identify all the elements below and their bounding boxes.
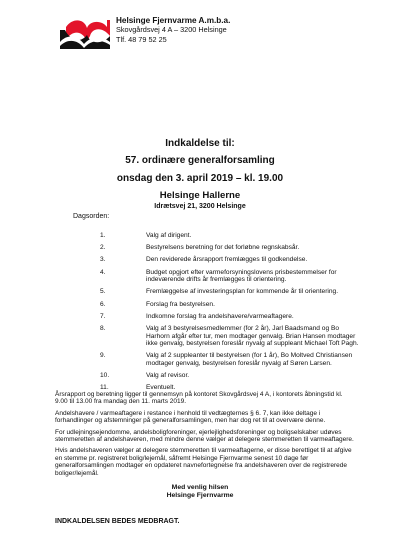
agenda-list bbox=[100, 232, 360, 396]
agenda-item-text: Eventuelt. bbox=[146, 384, 176, 392]
paragraph-rental-properties: For udlejningsejendomme, andelsboligforeninger, ejerlejlighedsforeninger og boligselskaber udøves stemmeretten af andelshaveren, med mindre denne vælger at delegere stemmeretten til varmeaftagere. bbox=[55, 428, 354, 444]
agenda-item-number: 2. bbox=[100, 244, 106, 252]
agenda-item-number: 7. bbox=[100, 312, 106, 320]
agenda-item bbox=[100, 372, 360, 380]
footer-note: INDKALDELSEN BEDES MEDBRAGT. bbox=[55, 518, 180, 525]
agenda-item bbox=[100, 269, 360, 284]
agenda-item bbox=[100, 256, 360, 264]
agenda-item-text: Forslag fra bestyrelsen. bbox=[146, 300, 215, 308]
venue-name: Helsinge Hallerne bbox=[159, 190, 241, 201]
organization-header bbox=[116, 16, 230, 44]
agenda-item-text: Den reviderede årsrapport fremlægges til godkendelse. bbox=[146, 256, 308, 264]
agenda-item-text: Indkomne forslag fra andelshavere/varmeaftagere. bbox=[146, 312, 294, 320]
body-paragraphs bbox=[55, 391, 355, 481]
title-line-3: onsdag den 3. april 2019 – kl. 19.00 bbox=[116, 172, 284, 184]
title-line-2: 57. ordinære generalforsamling bbox=[125, 155, 275, 167]
agenda-item bbox=[100, 352, 360, 367]
venue-block bbox=[0, 190, 400, 211]
agenda-item bbox=[100, 313, 360, 321]
signoff-greeting: Med venlig hilsen bbox=[171, 484, 229, 491]
agenda-item-text: Bestyrelsens beretning for det forløbne regnskabsår. bbox=[146, 244, 300, 252]
org-name: Helsinge Fjernvarme A.m.b.a. bbox=[116, 16, 231, 25]
agenda-item-text: Valg af 2 suppleanter til bestyrelsen (for 1 år), Bo Moltved Christiansen modtager genvalg, bestyrelsen foreslår nyvalg af Søren Larsen. bbox=[146, 352, 353, 367]
signoff-org: Helsinge Fjernvarme bbox=[166, 492, 234, 500]
agenda-item-text: Budget opgjort efter varmeforsyningslovens prisbestemmelser for indeværende drifts år fremlægges til orientering. bbox=[146, 268, 337, 284]
agenda-title: Dagsorden: bbox=[73, 213, 110, 220]
org-phone: Tlf. 48 79 52 25 bbox=[116, 34, 167, 44]
title-line-1: Indkaldelse til: bbox=[165, 138, 235, 149]
agenda-item-number: 4. bbox=[100, 268, 106, 276]
agenda-item-text: Valg af 3 bestyrelsesmedlemmer (for 2 år), Jarl Baadsmand og Bo Harhorn afgår efter tur, men modtager genvalg. Brian Hansen modtager ikke genvalg, bestyrelsen foreslår nyvalg af suppleant Michael Toft Pagh. bbox=[146, 324, 359, 348]
invitation-title bbox=[0, 137, 400, 186]
paragraph-delegation: Hvis andelshaveren vælger at delegere stemmeretten til varmeaftagerne, er disse berettiget til at afgive en stemme pr. registreret bolig/lejemål, såfremt Helsinge Fjernvarme senest 10 dage før generalforsamlingen modtager en opdateret navnefortegnelse fra andelshaveren over de registrerede boliger/lejemål. bbox=[55, 447, 352, 477]
agenda-item-number: 6. bbox=[100, 300, 106, 308]
venue-address: Idrætsvej 21, 3200 Helsinge bbox=[154, 203, 246, 210]
agenda-item-text: Valg af dirigent. bbox=[146, 232, 192, 239]
org-address: Skovgårdsvej 4 A – 3200 Helsinge bbox=[116, 25, 227, 35]
agenda-item-text: Fremlæggelse af investeringsplan for kommende år til orientering. bbox=[146, 288, 339, 296]
agenda-item bbox=[100, 288, 360, 296]
paragraph-arrears: Andelshavere / varmeaftagere i restance i henhold til vedtægternes § 6. 7, kan ikke deltage i forhandlinger og afstemninger på generalforsamlingen, men har dog ret til at overvære denne. bbox=[55, 409, 326, 425]
agenda-item-number: 11. bbox=[100, 384, 109, 392]
agenda-item bbox=[100, 244, 360, 252]
helsinge-fjernvarme-logo-icon bbox=[60, 16, 110, 49]
signoff bbox=[0, 484, 400, 501]
agenda-item-number: 5. bbox=[100, 288, 106, 296]
agenda-item-number: 9. bbox=[100, 352, 106, 360]
agenda-item bbox=[100, 301, 360, 309]
agenda-item bbox=[100, 232, 360, 240]
agenda-item-number: 8. bbox=[100, 324, 106, 332]
agenda-item-text: Valg af revisor. bbox=[146, 372, 190, 380]
agenda-item-number: 1. bbox=[100, 232, 106, 239]
agenda-item-number: 3. bbox=[100, 256, 106, 264]
agenda-item-number: 10. bbox=[100, 372, 110, 380]
agenda-item bbox=[100, 325, 360, 348]
paragraph-annual-report: Årsrapport og beretning ligger til gennemsyn på kontoret Skovgårdsvej 4 A, i kontorets åbningstid kl. 9.00 til 13.00 fra mandag den 11. marts 2019. bbox=[55, 391, 343, 406]
